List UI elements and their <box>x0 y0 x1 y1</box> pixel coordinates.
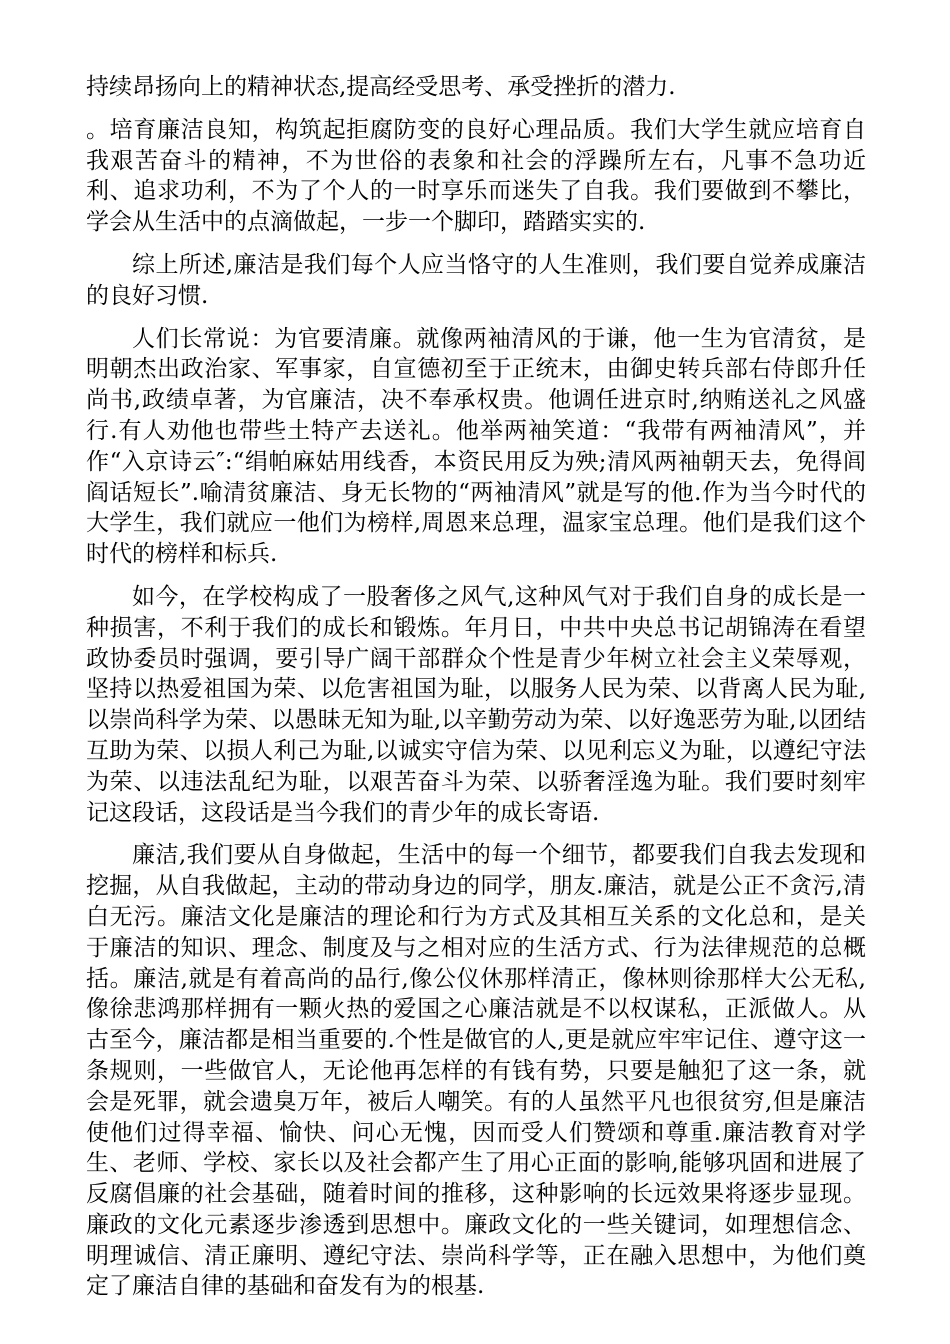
paragraph-2: 。培育廉洁良知，构筑起拒腐防变的良好心理品质。我们大学生就应培育自我艰苦奋斗的精神，不为世俗的表象和社会的浮躁所左右，凡事不急功近利、追求功利，不为了个人的一时享乐而迷失了自我。我们要做到不攀比，学会从生活中的点滴做起，一步一个脚印，踏踏实实的. <box>86 116 866 236</box>
paragraph-4: 人们长常说：为官要清廉。就像两袖清风的于谦，他一生为官清贫，是明朝杰出政治家、军事家，自宣德初至于正统末，由御史转兵部右侍郎升任尚书,政绩卓著，为官廉洁，决不奉承权贵。他调任进京时,纳贿送礼之风盛行.有人劝他也带些土特产去送礼。他举两袖笑道：“我带有两袖清风”，并作“入京诗云″:“绢帕麻姑用线香，本资民用反为殃;清风两袖朝天去，免得闾阎话短长”.喻清贫廉洁、身无长物的“两袖清风”就是写的他.作为当今时代的大学生，我们就应一他们为榜样,周恩来总理，温家宝总理。他们是我们这个时代的榜样和标兵. <box>86 325 866 568</box>
document-page <box>86 72 866 1314</box>
paragraph-6: 廉洁,我们要从自身做起，生活中的每一个细节，都要我们自我去发现和挖掘，从自我做起，主动的带动身边的同学，朋友.廉洁，就是公正不贪污,清白无污。廉洁文化是廉洁的理论和行为方式及其相互关系的文化总和，是关于廉洁的知识、理念、制度及与之相对应的生活方式、行为法律规范的总概括。廉洁,就是有着高尚的品行,像公仪休那样清正，像林则徐那样大公无私,像徐悲鸿那样拥有一颗火热的爱国之心廉洁就是不以权谋私，正派做人。从古至今，廉洁都是相当重要的.个性是做官的人,更是就应牢牢记住、遵守这一条规则，一些做官人，无论他再怎样的有钱有势，只要是触犯了这一条，就会是死罪，就会遗臭万年，被后人嘲笑。有的人虽然平凡也很贫穷,但是廉洁使他们过得幸福、愉快、问心无愧，因而受人们赞颂和尊重.廉洁教育对学生、老师、学校、家长以及社会都产生了用心正面的影响,能够巩固和进展了反腐倡廉的社会基础，随着时间的推移，这种影响的长远效果将逐步显现。廉政的文化元素逐步渗透到思想中。廉政文化的一些关键词，如理想信念、明理诚信、清正廉明、遵纪守法、崇尚科学等，正在融入思想中，为他们奠定了廉洁自律的基础和奋发有为的根基. <box>86 842 866 1300</box>
paragraph-3: 综上所述,廉洁是我们每个人应当恪守的人生准则，我们要自觉养成廉洁的良好习惯. <box>86 251 866 309</box>
paragraph-5: 如今，在学校构成了一股奢侈之风气,这种风气对于我们自身的成长是一种损害，不利于我们的成长和锻炼。年月日，中共中央总书记胡锦涛在看望政协委员时强调，要引导广阔干部群众个性是青少年树立社会主义荣辱观，坚持以热爱祖国为荣、以危害祖国为耻，以服务人民为荣、以背离人民为耻,以崇尚科学为荣、以愚昧无知为耻,以辛勤劳动为荣、以好逸恶劳为耻,以团结互助为荣、以损人利己为耻,以诚实守信为荣、以见利忘义为耻，以遵纪守法为荣、以违法乱纪为耻，以艰苦奋斗为荣、以骄奢淫逸为耻。我们要时刻牢记这段话，这段话是当今我们的青少年的成长寄语. <box>86 583 866 826</box>
paragraph-1: 持续昂扬向上的精神状态,提高经受思考、承受挫折的潜力. <box>86 74 676 100</box>
